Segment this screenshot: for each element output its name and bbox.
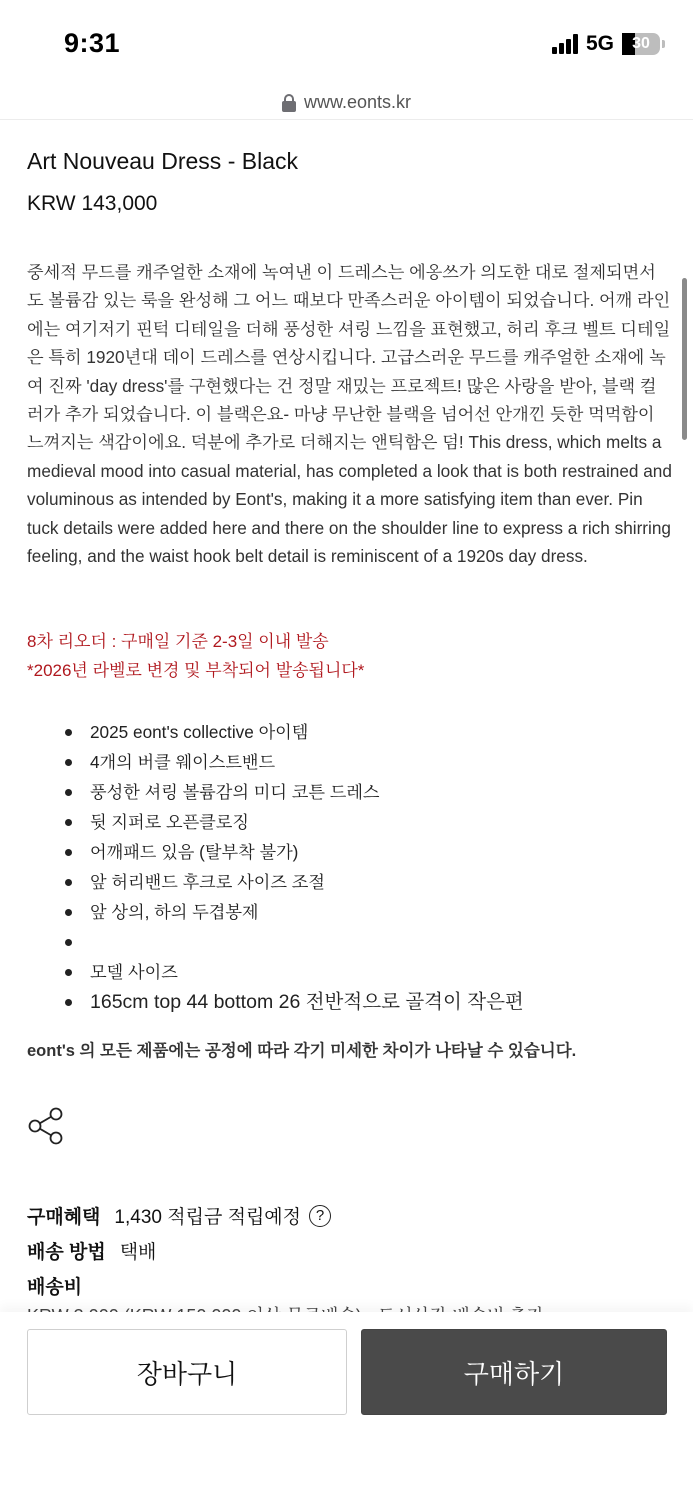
status-time: 9:31 <box>64 28 121 58</box>
action-bar <box>0 1312 693 1500</box>
buy-now-button[interactable]: 구매하기 <box>361 1329 667 1415</box>
help-icon[interactable]: ? <box>309 1205 331 1227</box>
product-price: KRW 143,000 <box>27 192 158 215</box>
benefit-label: 구매혜택 <box>27 1207 101 1228</box>
reorder-notice: 8차 리오더 : 구매일 기준 2-3일 이내 발송 <box>27 632 329 651</box>
feature-item: 4개의 버클 웨이스트밴드 <box>62 747 524 777</box>
feature-item: 모델 사이즈 <box>62 957 524 987</box>
network-type: 5G <box>585 32 614 55</box>
feature-item: 165cm top 44 bottom 26 전반적으로 골격이 작은편 <box>62 987 524 1017</box>
product-description: 중세적 무드를 캐주얼한 소재에 녹여낸 이 드레스는 에옹쓰가 의도한 대로 절제되면서도 볼륨감 있는 룩을 완성해 그 어느 때보다 만족스러운 아이템이 되었습니다. 어깨 라인에는 여기저기 핀턱 디테일을 더해 풍성한 셔링 느낌을 표현했고, 허리 후크 벨트 디테일은 특히 1920년대 데이 드레스를 연상시킵니다. 고급스러운 무드를 캐주얼한 소재에 녹여 진짜 'day dress'를 구현했다는 건 정말 재밌는 프로젝트! 많은 사랑을 받아, 블랙 컬러가 추가 되었습니다. 이 블랙은요- 마냥 무난한 블랙을 넘어선 안개낀 듯한 먹먹함이 느껴지는 색감이에요. 덕분에 추가로 더해지는 앤틱함은 덤! This dress, which melts a medieval mood into casual material, has completed a look that is both restrained and voluminous as intended by Eont's, making it a more satisfying item than ever. Pin tuck details were added here and there on the shoulder line to express a rich shirring feeling, and the waist hook belt detail is reminiscent of a 1920s day dress. <box>27 262 672 567</box>
status-bar <box>0 0 693 90</box>
url-bar[interactable] <box>0 86 693 120</box>
feature-item: 풍성한 셔링 볼륨감의 미디 코튼 드레스 <box>62 777 524 807</box>
signal-icon <box>552 34 578 54</box>
lock-icon <box>282 94 296 112</box>
battery-percent: 30 <box>632 35 650 52</box>
share-icon[interactable] <box>27 1107 65 1145</box>
status-indicators <box>552 32 665 56</box>
shipping-method-label: 배송 방법 <box>27 1242 106 1263</box>
shipping-method-row <box>27 1233 331 1268</box>
feature-item <box>62 927 524 957</box>
shipping-fee-row <box>27 1268 331 1303</box>
feature-item: 2025 eont's collective 아이템 <box>62 717 524 747</box>
feature-list <box>62 717 524 1017</box>
benefit-row <box>27 1198 331 1233</box>
product-title: Art Nouveau Dress - Black <box>27 148 298 174</box>
battery-icon <box>622 33 660 55</box>
url-text[interactable]: www.eonts.kr <box>303 92 412 112</box>
shipping-notice <box>27 628 364 685</box>
battery-nub <box>662 40 665 48</box>
label-notice: *2026년 라벨로 변경 및 부착되어 발송됩니다* <box>27 660 365 680</box>
feature-item: 어깨패드 있음 (탈부착 불가) <box>62 837 524 867</box>
add-to-cart-button[interactable]: 장바구니 <box>27 1329 347 1415</box>
product-detail <box>0 120 693 1312</box>
shipping-fee-label: 배송비 <box>27 1277 83 1298</box>
benefit-value: 1,430 적립금 적립예정 <box>114 1207 302 1228</box>
purchase-info <box>27 1198 331 1303</box>
feature-item: 앞 상의, 하의 두겹봉제 <box>62 897 524 927</box>
scrollbar[interactable] <box>682 278 687 440</box>
feature-item: 앞 허리밴드 후크로 사이즈 조절 <box>62 867 524 897</box>
shipping-method-value: 택배 <box>119 1242 157 1263</box>
feature-item: 뒷 지퍼로 오픈클로징 <box>62 807 524 837</box>
disclaimer: eont's 의 모든 제품에는 공정에 따라 각기 미세한 차이가 나타날 수 있습니다. <box>27 1042 577 1060</box>
